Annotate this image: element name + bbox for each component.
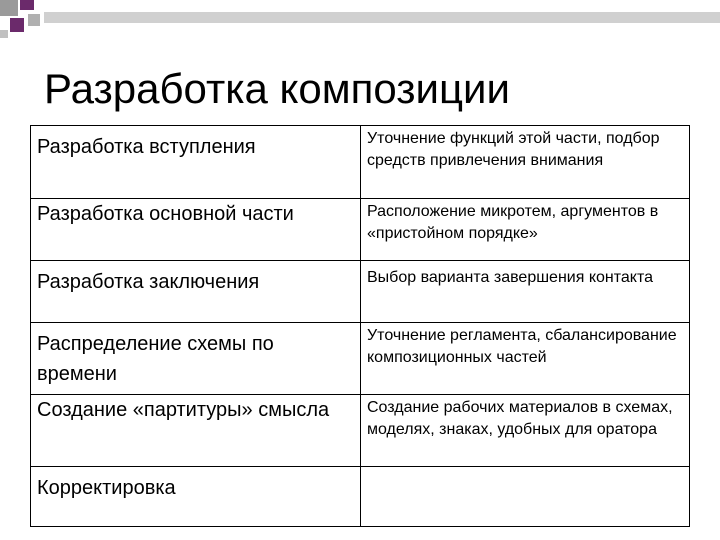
table-row (31, 260, 689, 323)
table-row (31, 126, 689, 198)
table-cell-description (360, 467, 689, 527)
table-cell-step: Разработка основной части (37, 203, 294, 225)
table-cell-description: Уточнение функций этой части, подбор средств привлечения внимания (360, 126, 689, 198)
deco-square-purple-2 (10, 18, 24, 32)
composition-table (30, 125, 690, 527)
table-cell-description: Выбор варианта завершения контакта (360, 261, 689, 323)
table-row (31, 466, 689, 527)
deco-square-purple-1 (20, 0, 34, 10)
table-cell-step: Разработка вступления (37, 136, 256, 158)
deco-square-gray-1 (0, 0, 18, 16)
table-cell-description: Уточнение регламента, сбалансирование композиционных частей (360, 323, 689, 395)
table-cell-description: Создание рабочих материалов в схемах, моделях, знаках, удобных для оратора (360, 395, 689, 467)
decorative-header-bar (0, 0, 720, 40)
table-cell-step: Создание «партитуры» смысла (37, 399, 330, 421)
table-cell-step: Корректировка (37, 477, 176, 499)
table-row (31, 322, 689, 395)
deco-square-gray-2 (28, 14, 40, 26)
slide-title: Разработка композиции (44, 65, 510, 112)
deco-square-gray-3 (0, 30, 8, 38)
table-cell-step: Разработка заключения (37, 271, 260, 293)
table-row (31, 198, 689, 261)
table-cell-description: Расположение микротем, аргументов в «пристойном порядке» (360, 199, 689, 261)
table-cell-step: Распределение схемы по времени (37, 333, 274, 385)
header-gray-bar (44, 12, 720, 23)
table-row (31, 394, 689, 467)
